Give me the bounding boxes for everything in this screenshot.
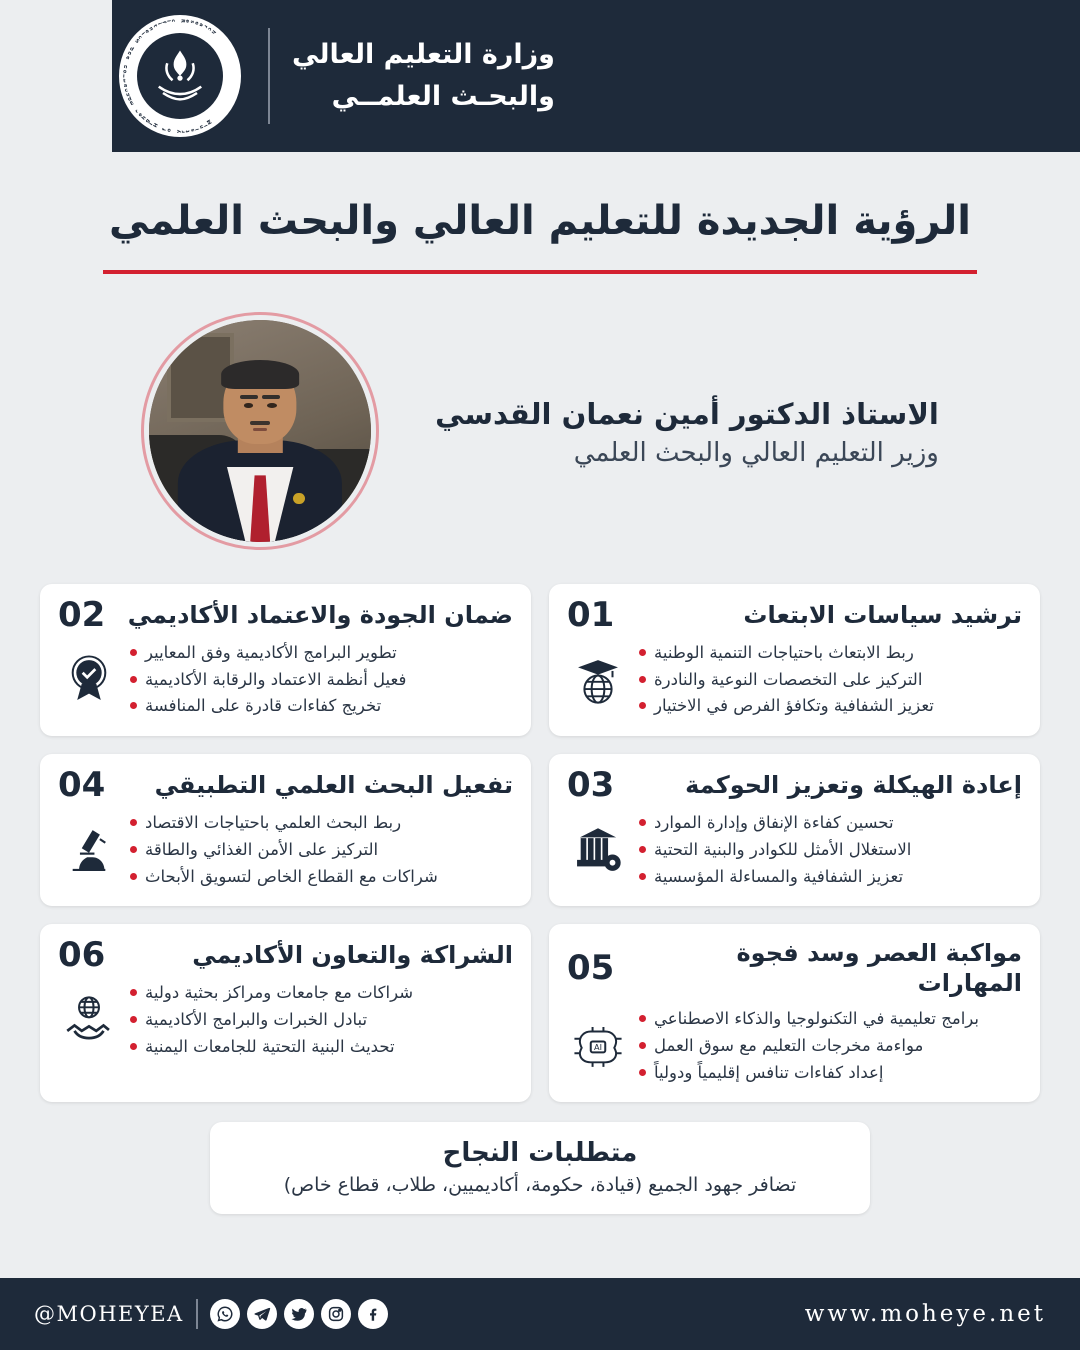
logo-ring-text: M i n i s t r y o f H i g h e r E d u c a t i o n a n d S c i e n t i f i c R e s e a r c h: [122, 18, 217, 134]
whatsapp-icon[interactable]: [210, 1299, 240, 1329]
minister-avatar: [141, 312, 379, 550]
card-title: مواكبة العصر وسد فجوة المهارات: [736, 939, 1022, 998]
bullet-dot-icon: [130, 1016, 137, 1023]
bullet-text: تحديث البنية التحتية للجامعات اليمنية: [145, 1036, 395, 1056]
government-gear-icon: [567, 819, 629, 881]
bullet-text: الاستغلال الأمثل للكوادر والبنية التحتية: [654, 839, 912, 859]
bullet-dot-icon: [130, 702, 137, 709]
bullet-text: تعزيز الشفافية والمساءلة المؤسسية: [654, 866, 904, 886]
list-item: [639, 864, 1022, 891]
facebook-icon[interactable]: [358, 1299, 388, 1329]
pillars-grid: [40, 584, 1040, 1102]
card-head: [567, 595, 1022, 635]
card-bullets: [639, 810, 1022, 890]
list-item: [130, 1034, 513, 1061]
card-bullets: [639, 640, 1022, 720]
minister-portrait: [149, 320, 371, 542]
card-bullets: [130, 640, 513, 720]
header-ministry-title: [292, 34, 555, 118]
bullet-text: التركيز على التخصصات النوعية والنادرة: [654, 669, 923, 689]
bullet-text: مواءمة مخرجات التعليم مع سوق العمل: [654, 1036, 924, 1056]
card-bullets: [130, 810, 513, 890]
bullet-text: شراكات مع القطاع الخاص لتسويق الأبحاث: [145, 866, 438, 886]
page-title: الرؤية الجديدة للتعليم العالي والبحث العلمي: [109, 198, 971, 244]
bullet-dot-icon: [639, 846, 646, 853]
telegram-icon[interactable]: [247, 1299, 277, 1329]
card-head: [567, 765, 1022, 806]
minister-name: الاستاذ الدكتور أمين نعمان القدسي: [435, 396, 939, 431]
footer-social-area: [34, 1299, 388, 1329]
website-link[interactable]: www.moheye.net: [804, 1301, 1046, 1327]
success-text: تضافر جهود الجميع (قيادة، حكومة، أكاديميين، طلاب، قطاع خاص): [283, 1174, 797, 1197]
main-title-area: [0, 152, 1080, 274]
bullet-text: ربط الابتعاث باحتياجات التنمية الوطنية: [654, 643, 914, 662]
social-icons: [210, 1299, 388, 1329]
bullet-dot-icon: [639, 649, 646, 656]
card-title: الشراكة والتعاون الأكاديمي: [192, 941, 513, 970]
card-body: [58, 810, 513, 890]
list-item: [639, 1033, 1022, 1060]
bullet-dot-icon: [130, 676, 137, 683]
success-requirements-box: [210, 1122, 870, 1214]
graduation-globe-icon: [567, 649, 629, 711]
bullet-text: فعيل أنظمة الاعتماد والرقابة الأكاديمية: [145, 669, 407, 689]
card-body: [567, 1006, 1022, 1086]
list-item: [639, 693, 1022, 720]
bullet-text: تخريج كفاءات قادرة على المنافسة: [145, 696, 382, 716]
list-item: [639, 837, 1022, 864]
bullet-dot-icon: [130, 989, 137, 996]
pillar-card-04: [40, 754, 531, 906]
card-bullets: [639, 1006, 1022, 1086]
ministry-line-2: والبحـث العلمــي: [331, 80, 555, 112]
card-head: [58, 935, 513, 976]
logo-emblem-icon: [137, 33, 223, 119]
card-number: 02: [58, 595, 106, 635]
bullet-dot-icon: [130, 846, 137, 853]
bullet-text: تطوير البرامج الأكاديمية وفق المعايير: [145, 643, 397, 662]
list-item: [130, 693, 513, 720]
social-handle: @MOHEYEA: [34, 1302, 184, 1326]
card-title: ضمان الجودة والاعتماد الأكاديمي: [127, 601, 513, 629]
card-number: 01: [567, 595, 615, 635]
bullet-dot-icon: [130, 1043, 137, 1050]
bullet-text: برامج تعليمية في التكنولوجيا والذكاء الاصطناعي: [654, 1009, 979, 1029]
minister-section: [0, 312, 1080, 550]
bullet-dot-icon: [130, 873, 137, 880]
list-item: [639, 1060, 1022, 1087]
list-item: [130, 1007, 513, 1034]
bullet-dot-icon: [639, 819, 646, 826]
list-item: [639, 810, 1022, 837]
bullet-dot-icon: [639, 873, 646, 880]
card-body: [58, 640, 513, 720]
card-head: [58, 595, 513, 635]
card-head: [58, 765, 513, 806]
quality-badge-icon: [58, 649, 120, 711]
card-body: [58, 980, 513, 1060]
card-title: إعادة الهيكلة وتعزيز الحوكمة: [685, 771, 1022, 800]
pillar-card-05: [549, 924, 1040, 1102]
list-item: [130, 810, 513, 837]
header-divider: [268, 28, 270, 124]
title-underline: [103, 270, 977, 274]
card-number: 05: [567, 948, 615, 989]
card-body: [567, 810, 1022, 890]
list-item: [639, 640, 1022, 667]
bullet-text: تبادل الخبرات والبرامج الأكاديمية: [145, 1010, 368, 1030]
bullet-dot-icon: [639, 1015, 646, 1022]
bullet-dot-icon: [130, 649, 137, 656]
card-number: 03: [567, 765, 615, 806]
bullet-text: التركيز على الأمن الغذائي والطاقة: [145, 839, 379, 859]
footer-divider: [196, 1299, 198, 1329]
bullet-dot-icon: [639, 1069, 646, 1076]
card-number: 06: [58, 935, 106, 976]
logo-circle: [116, 12, 244, 140]
card-title: ترشيد سياسات الابتعاث: [743, 601, 1022, 629]
bullet-text: إعداد كفاءات تنافس إقليمياً ودولياً: [654, 1062, 884, 1082]
pillar-card-01: [549, 584, 1040, 736]
list-item: [130, 980, 513, 1007]
bullet-text: ربط البحث العلمي باحتياجات الاقتصاد: [145, 813, 402, 833]
bullet-dot-icon: [130, 819, 137, 826]
pillar-card-06: [40, 924, 531, 1102]
bullet-dot-icon: [639, 1042, 646, 1049]
pillar-card-03: [549, 754, 1040, 906]
page-header: [0, 0, 1080, 152]
page-footer: [0, 1278, 1080, 1350]
ministry-line-1: وزارة التعليم العالي: [292, 39, 555, 70]
bullet-text: تحسين كفاءة الإنفاق وإدارة الموارد: [654, 813, 894, 833]
pillar-card-02: [40, 584, 531, 736]
minister-role: وزير التعليم العالي والبحث العلمي: [573, 438, 939, 469]
bullet-text: تعزيز الشفافية وتكافؤ الفرص في الاختيار: [654, 696, 934, 716]
list-item: [639, 1006, 1022, 1033]
list-item: [130, 640, 513, 667]
list-item: [130, 667, 513, 694]
card-bullets: [130, 980, 513, 1060]
bullet-dot-icon: [639, 702, 646, 709]
instagram-icon[interactable]: [321, 1299, 351, 1329]
svg-text:AI: AI: [594, 1042, 602, 1053]
card-body: [567, 640, 1022, 720]
microscope-icon: [58, 819, 120, 881]
bullet-dot-icon: [639, 676, 646, 683]
handshake-globe-icon: [58, 989, 120, 1051]
twitter-icon[interactable]: [284, 1299, 314, 1329]
minister-text: [435, 394, 939, 469]
bullet-text: شراكات مع جامعات ومراكز بحثية دولية: [145, 983, 414, 1003]
header-left-block: [0, 0, 112, 152]
list-item: [130, 864, 513, 891]
card-title: تفعيل البحث العلمي التطبيقي: [154, 771, 513, 800]
card-head: [567, 938, 1022, 998]
card-number: 04: [58, 765, 106, 806]
success-title: متطلبات النجاح: [442, 1138, 638, 1169]
list-item: [130, 837, 513, 864]
list-item: [639, 667, 1022, 694]
ai-brain-chip-icon: [567, 1015, 629, 1077]
ministry-logo: [112, 8, 248, 144]
